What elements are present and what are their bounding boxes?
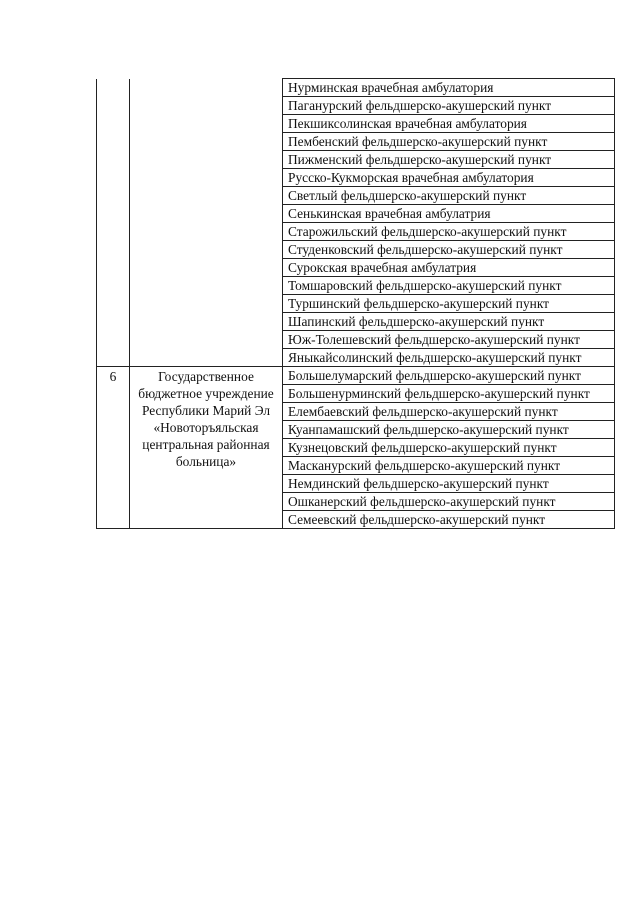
unit-cell: Яныкайсолинский фельдшерско-акушерский пункт bbox=[283, 349, 615, 367]
unit-cell: Нурминская врачебная амбулатория bbox=[283, 79, 615, 97]
table-row bbox=[97, 367, 615, 385]
unit-cell: Старожильский фельдшерско-акушерский пункт bbox=[283, 223, 615, 241]
organization-name: Государственное бюджетное учреждение Республики Марий Эл «Новоторъяльская центральная районная больница» bbox=[130, 367, 283, 529]
number-cell bbox=[97, 79, 130, 367]
unit-cell: Русско-Кукморская врачебная амбулатория bbox=[283, 169, 615, 187]
unit-cell: Юж-Толешевский фельдшерско-акушерский пункт bbox=[283, 331, 615, 349]
unit-cell: Пижменский фельдшерско-акушерский пункт bbox=[283, 151, 615, 169]
unit-cell: Большелумарский фельдшерско-акушерский пункт bbox=[283, 367, 615, 385]
unit-cell: Большенурминский фельдшерско-акушерский пункт bbox=[283, 385, 615, 403]
unit-cell: Елембаевский фельдшерско-акушерский пункт bbox=[283, 403, 615, 421]
table-body bbox=[97, 79, 615, 529]
unit-cell: Куанпамашский фельдшерско-акушерский пункт bbox=[283, 421, 615, 439]
unit-cell: Туршинский фельдшерско-акушерский пункт bbox=[283, 295, 615, 313]
unit-cell: Студенковский фельдшерско-акушерский пункт bbox=[283, 241, 615, 259]
unit-cell: Сенькинская врачебная амбулатрия bbox=[283, 205, 615, 223]
unit-cell: Пекшиксолинская врачебная амбулатория bbox=[283, 115, 615, 133]
unit-cell: Шапинский фельдшерско-акушерский пункт bbox=[283, 313, 615, 331]
unit-cell: Ошканерский фельдшерско-акушерский пункт bbox=[283, 493, 615, 511]
table-row bbox=[97, 79, 615, 97]
unit-cell: Сурокская врачебная амбулатрия bbox=[283, 259, 615, 277]
facilities-table bbox=[96, 78, 615, 529]
unit-cell: Паганурский фельдшерско-акушерский пункт bbox=[283, 97, 615, 115]
unit-cell: Пембенский фельдшерско-акушерский пункт bbox=[283, 133, 615, 151]
unit-cell: Кузнецовский фельдшерско-акушерский пункт bbox=[283, 439, 615, 457]
organization-cell bbox=[130, 79, 283, 367]
unit-cell: Светлый фельдшерско-акушерский пункт bbox=[283, 187, 615, 205]
unit-cell: Немдинский фельдшерско-акушерский пункт bbox=[283, 475, 615, 493]
unit-cell: Томшаровский фельдшерско-акушерский пункт bbox=[283, 277, 615, 295]
row-number: 6 bbox=[97, 367, 130, 529]
unit-cell: Масканурский фельдшерско-акушерский пункт bbox=[283, 457, 615, 475]
unit-cell: Семеевский фельдшерско-акушерский пункт bbox=[283, 511, 615, 529]
